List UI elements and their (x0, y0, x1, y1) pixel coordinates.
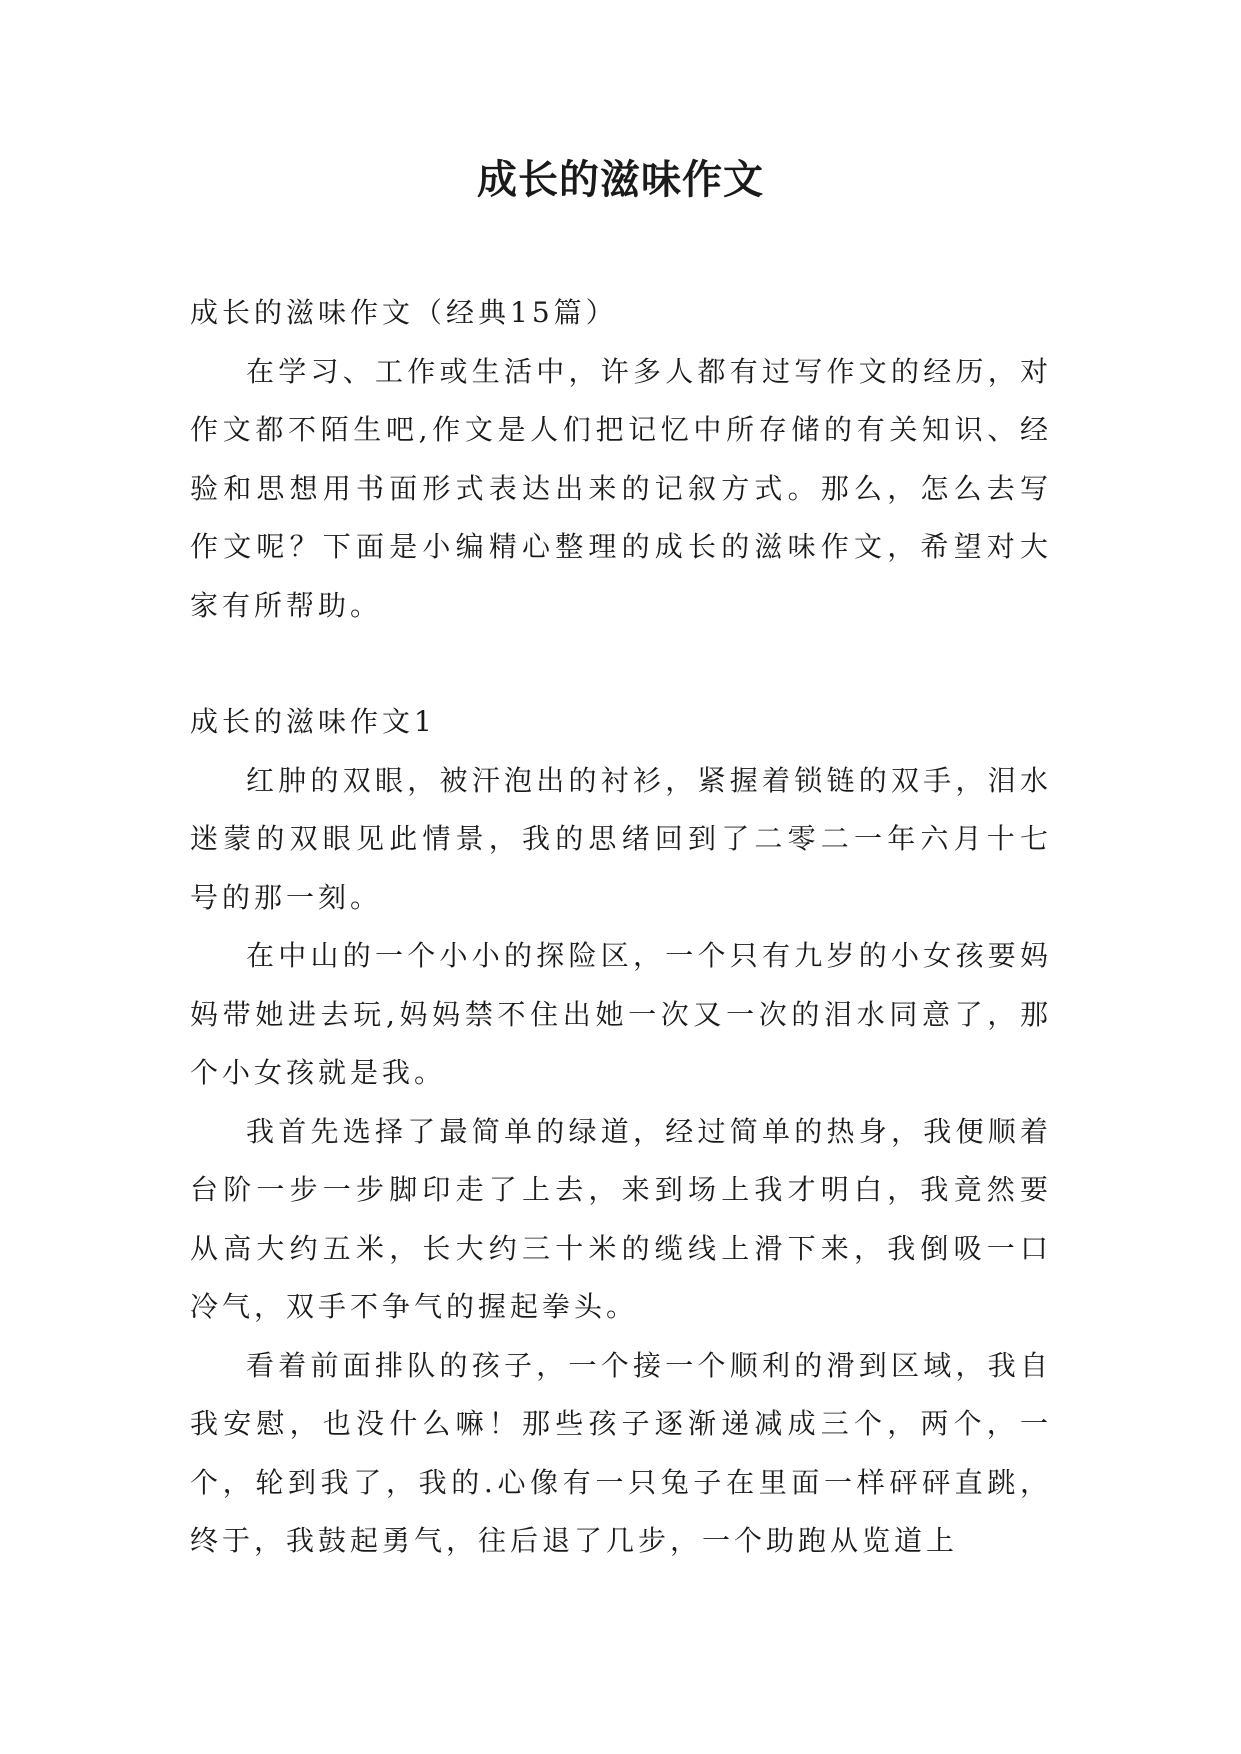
document-title: 成长的滋味作文 (477, 156, 764, 203)
section-paragraph: 我首先选择了最简单的绿道，经过简单的热身，我便顺着台阶一步一步脚印走了上去，来到场上我才明白，我竟然要从高大约五米，长大约三十米的缆线上滑下来，我倒吸一口冷气，双手不争气的握起拳头。 (190, 1114, 1052, 1323)
section-spacer (190, 635, 1052, 693)
document-subtitle: 成长的滋味作文（经典15篇） (190, 296, 618, 329)
document-body (190, 284, 1052, 1571)
section-paragraph: 红肿的双眼，被汗泡出的衬衫，紧握着锁链的双手，泪水迷蒙的双眼见此情景，我的思绪回到了二零二一年六月十七号的那一刻。 (190, 763, 1052, 914)
section-heading: 成长的滋味作文1 (190, 705, 436, 738)
section-paragraph: 在中山的一个小小的探险区，一个只有九岁的小女孩要妈妈带她进去玩,妈妈禁不住出她一次又一次的泪水同意了，那个小女孩就是我。 (190, 939, 1052, 1089)
section-paragraph: 看着前面排队的孩子，一个接一个顺利的滑到区域，我自我安慰，也没什么嘛！那些孩子逐渐递减成三个，两个，一个，轮到我了，我的.心像有一只兔子在里面一样砰砰直跳，终于，我鼓起勇气，往后退了几步，一个助跑从览道上 (190, 1348, 1052, 1557)
intro-paragraph: 在学习、工作或生活中，许多人都有过写作文的经历，对作文都不陌生吧,作文是人们把记忆中所存储的有关知识、经验和思想用书面形式表达出来的记叙方式。那么，怎么去写作文呢？下面是小编精心整理的成长的滋味作文，希望对大家有所帮助。 (190, 354, 1052, 622)
